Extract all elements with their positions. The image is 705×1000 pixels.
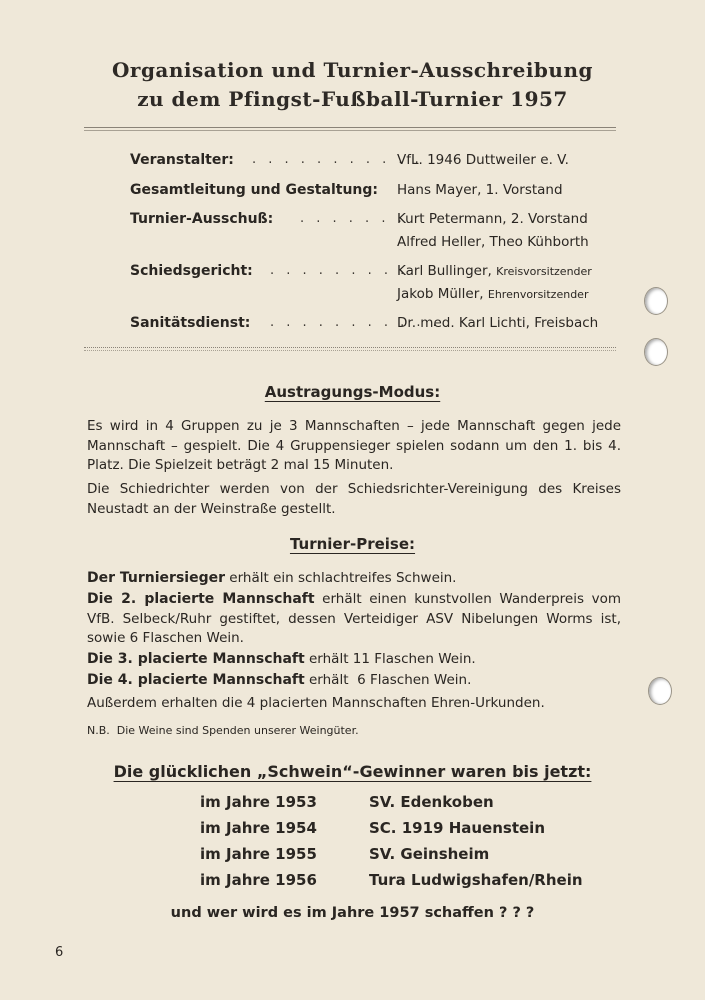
org-value-veranstalter: VfL. 1946 Duttweiler e. V. — [397, 152, 569, 168]
prize-item-4 — [87, 671, 621, 691]
org-value-schiedsgericht-1-name: Karl Bullinger, — [397, 263, 492, 279]
org-dots-schiedsgericht: . . . . . . . . . — [270, 263, 409, 278]
punch-hole-1 — [644, 287, 668, 315]
prize-item-1-text: erhält ein schlachtreifes Schwein. — [225, 570, 457, 586]
punch-hole-2 — [644, 338, 668, 366]
prize-item-4-bold: Die 4. placierte Mannschaft — [87, 672, 305, 688]
org-value-schiedsgericht-2 — [397, 286, 588, 302]
preise-heading: Turnier-Preise: — [289, 535, 416, 553]
org-label-schiedsgericht: Schiedsgericht: — [130, 263, 253, 279]
org-dots-veranstalter: . . . . . . . . . . . — [252, 152, 423, 167]
page-number: 6 — [55, 945, 64, 960]
prize-item-2-text: erhält einen kunstvollen Wanderpreis vom VfB. Selbeck/Ruhr gestiftet, dessen Verteidiger ASV Nibelungen Worms ist, sowie 6 Flaschen Wein. — [87, 591, 621, 646]
org-label-gesamtleitung: Gesamtleitung und Gestaltung: — [130, 182, 378, 198]
prize-item-2 — [87, 590, 621, 649]
winner-year-1954: im Jahre 1954 — [200, 819, 317, 837]
org-value-schiedsgericht-2-role: Ehrenvorsitzender — [487, 288, 589, 301]
org-label-sanitaetsdienst: Sanitätsdienst: — [130, 315, 251, 331]
prize-item-1 — [87, 569, 621, 589]
prize-item-3-text: erhält 11 Flaschen Wein. — [304, 651, 476, 667]
prize-item-4-text: erhält 6 Flaschen Wein. — [304, 672, 472, 688]
winners-heading: Die glücklichen „Schwein“-Gewinner waren bis jetzt: — [113, 762, 592, 781]
org-dots-turnier-ausschuss: . . . . . . . — [300, 211, 406, 226]
org-value-turnier-ausschuss-2: Alfred Heller, Theo Kühborth — [397, 234, 589, 250]
prize-item-2-bold: Die 2. placierte Mannschaft — [87, 591, 315, 607]
modus-paragraph-2: Die Schiedrichter werden von der Schiedsrichter-Vereinigung des Kreises Neustadt an der Weinstraße gestellt. — [87, 481, 621, 517]
org-label-turnier-ausschuss: Turnier-Ausschuß: — [130, 211, 274, 227]
org-value-sanitaetsdienst: Dr. med. Karl Lichti, Freisbach — [397, 315, 599, 331]
winner-year-1953: im Jahre 1953 — [200, 793, 317, 811]
org-value-schiedsgericht-1-role: Kreisvorsitzender — [496, 265, 592, 278]
winner-year-1956: im Jahre 1956 — [200, 871, 317, 889]
punch-hole-3 — [648, 677, 672, 705]
closing-question: und wer wird es im Jahre 1957 schaffen ? ? ? — [170, 905, 535, 921]
prize-item-5 — [87, 694, 621, 714]
modus-heading: Austragungs-Modus: — [264, 383, 441, 401]
winner-team-1954: SC. 1919 Hauenstein — [369, 819, 546, 837]
winner-team-1955: SV. Geinsheim — [369, 845, 490, 863]
page-title-line-1: Organisation und Turnier-Ausschreibung — [111, 58, 593, 82]
winner-team-1953: SV. Edenkoben — [369, 793, 494, 811]
org-value-turnier-ausschuss-1: Kurt Petermann, 2. Vorstand — [397, 211, 588, 227]
org-value-schiedsgericht-1 — [397, 263, 592, 279]
prize-item-3-bold: Die 3. placierte Mannschaft — [87, 651, 305, 667]
winner-year-1955: im Jahre 1955 — [200, 845, 317, 863]
org-label-veranstalter: Veranstalter: — [130, 152, 234, 168]
top-divider — [84, 127, 616, 131]
prize-note: N.B. Die Weine sind Spenden unserer Weingüter. — [87, 724, 359, 737]
org-dots-sanitaetsdienst: . . . . . . . . . . . — [270, 315, 441, 330]
middle-divider — [84, 347, 616, 351]
prize-item-1-bold: Der Turniersieger — [87, 570, 225, 586]
org-value-gesamtleitung: Hans Mayer, 1. Vorstand — [397, 182, 563, 198]
modus-paragraph-1: Es wird in 4 Gruppen zu je 3 Mannschaften – jede Mannschaft gegen jede Mannschaft – gespielt. Die 4 Gruppensieger spielen sodann um den 1. bis 4. Platz. Die Spielzeit beträgt 2 mal 15 Minuten. — [87, 418, 621, 473]
prize-item-5-text: Außerdem erhalten die 4 placierten Mannschaften Ehren-Urkunden. — [87, 695, 545, 711]
winner-team-1956: Tura Ludwigshafen/Rhein — [369, 871, 583, 889]
page-title-line-2: zu dem Pfingst-Fußball-Turnier 1957 — [137, 87, 568, 111]
prize-item-3 — [87, 650, 621, 670]
org-value-schiedsgericht-2-name: Jakob Müller, — [397, 286, 484, 302]
